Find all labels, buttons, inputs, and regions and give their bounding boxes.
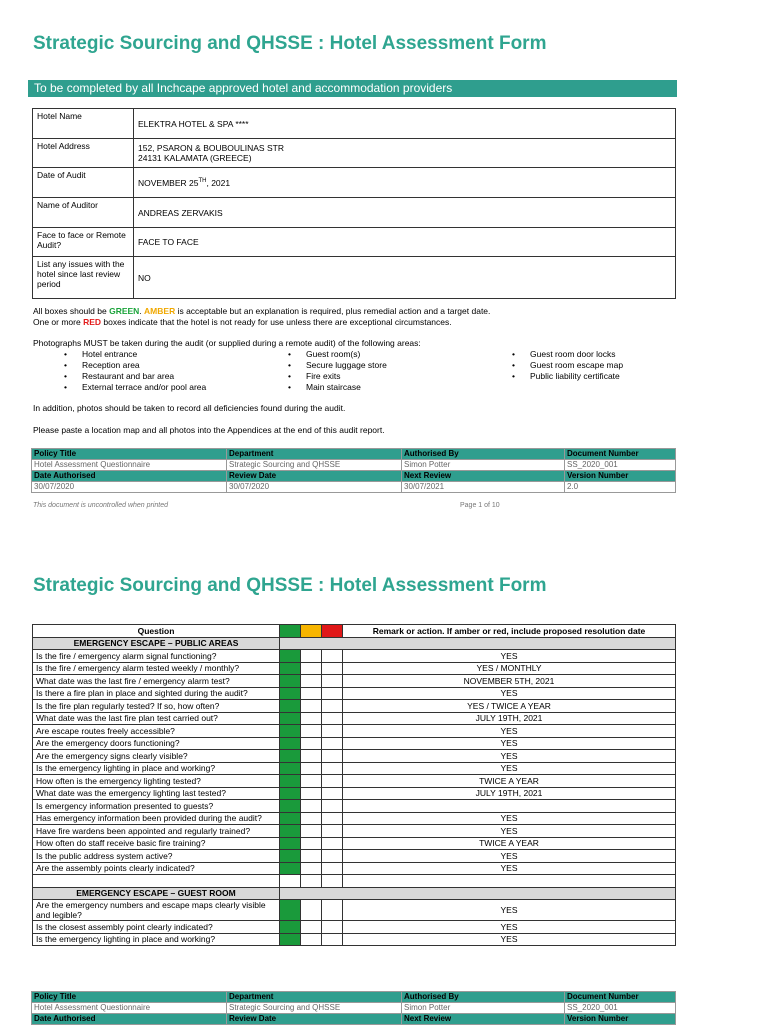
footer-next-review-header: Next Review (402, 1014, 565, 1025)
table-row (33, 750, 676, 763)
answer-text: JULY 19TH, 2021 (343, 712, 676, 725)
green-cell[interactable] (280, 800, 301, 813)
table-row (33, 687, 676, 700)
red-cell[interactable] (322, 737, 343, 750)
footer-department: Strategic Sourcing and QHSSE (227, 1003, 402, 1014)
label-hotel-address: Hotel Address (33, 139, 134, 168)
table-row (33, 812, 676, 825)
green-cell[interactable] (280, 775, 301, 788)
amber-cell[interactable] (301, 837, 322, 850)
red-header (322, 625, 343, 638)
table-row (33, 825, 676, 838)
red-cell[interactable] (322, 662, 343, 675)
green-cell[interactable] (280, 850, 301, 863)
green-cell[interactable] (280, 921, 301, 934)
red-cell[interactable] (322, 825, 343, 838)
footer-version: 2.0 (565, 482, 676, 493)
question-text: Is the emergency lighting in place and working? (33, 762, 280, 775)
red-cell[interactable] (322, 837, 343, 850)
spacer-cell (280, 875, 301, 888)
green-cell[interactable] (280, 662, 301, 675)
value-audit-type: FACE TO FACE (134, 228, 676, 257)
answer-text: JULY 19TH, 2021 (343, 787, 676, 800)
table-row (33, 933, 676, 946)
photos-intro: Photographs MUST be taken during the audit (or supplied during a remote audit) of the following areas: (33, 338, 421, 348)
amber-cell[interactable] (301, 712, 322, 725)
green-cell[interactable] (280, 687, 301, 700)
page-number: Page 1 of 10 (460, 502, 500, 509)
col-remark-header: Remark or action. If amber or red, include proposed resolution date (343, 625, 676, 638)
question-text: Is emergency information presented to guests? (33, 800, 280, 813)
amber-cell[interactable] (301, 687, 322, 700)
question-text: What date was the last fire plan test carried out? (33, 712, 280, 725)
deficiencies-note: In addition, photos should be taken to record all deficiencies found during the audit. (33, 403, 346, 413)
footer-authorised-by-header: Authorised By (402, 992, 565, 1003)
footer-doc-number-header: Document Number (565, 992, 676, 1003)
answer-text: YES (343, 737, 676, 750)
answer-text: YES (343, 933, 676, 946)
table-row (33, 837, 676, 850)
label-audit-type: Face to face or Remote Audit? (33, 228, 134, 257)
red-cell[interactable] (322, 812, 343, 825)
table-row (33, 712, 676, 725)
amber-cell[interactable] (301, 700, 322, 713)
red-cell[interactable] (322, 750, 343, 763)
label-issues: List any issues with the hotel since last review period (33, 257, 134, 299)
amber-cell[interactable] (301, 662, 322, 675)
amber-cell[interactable] (301, 650, 322, 663)
answer-text: YES (343, 825, 676, 838)
footer-date-authorised: 30/07/2020 (32, 482, 227, 493)
question-text: Are the emergency signs clearly visible? (33, 750, 280, 763)
paste-note: Please paste a location map and all photos into the Appendices at the end of this audit report. (33, 425, 385, 435)
question-text: Is the fire / emergency alarm tested weekly / monthly? (33, 662, 280, 675)
footer-version-header: Version Number (565, 471, 676, 482)
photo-list-col2: • Guest room(s) • Secure luggage store • Fire exits • Main staircase (294, 349, 387, 393)
amber-header (301, 625, 322, 638)
footer-version-header: Version Number (565, 1014, 676, 1025)
red-cell[interactable] (322, 775, 343, 788)
answer-text: YES (343, 862, 676, 875)
footer-authorised-by: Simon Potter (402, 460, 565, 471)
red-cell[interactable] (322, 921, 343, 934)
document-control-table-2 (31, 991, 676, 1025)
red-cell[interactable] (322, 933, 343, 946)
footer-next-review-header: Next Review (402, 471, 565, 482)
table-row (33, 700, 676, 713)
green-cell[interactable] (280, 700, 301, 713)
value-date-of-audit: NOVEMBER 25TH, 2021 (134, 168, 676, 198)
uncontrolled-note: This document is uncontrolled when printed (33, 502, 169, 509)
red-cell[interactable] (322, 762, 343, 775)
footer-date-authorised-header: Date Authorised (32, 1014, 227, 1025)
answer-text: YES (343, 762, 676, 775)
section-fill (280, 887, 676, 900)
footer-policy-title: Hotel Assessment Questionnaire (32, 1003, 227, 1014)
green-cell[interactable] (280, 787, 301, 800)
footer-department: Strategic Sourcing and QHSSE (227, 460, 402, 471)
red-cell[interactable] (322, 700, 343, 713)
page-title: Strategic Sourcing and QHSSE : Hotel Assessment Form (33, 33, 547, 54)
page-title-2: Strategic Sourcing and QHSSE : Hotel Assessment Form (33, 575, 547, 596)
red-cell[interactable] (322, 862, 343, 875)
green-cell[interactable] (280, 933, 301, 946)
table-row (33, 775, 676, 788)
answer-text: YES (343, 650, 676, 663)
question-text: Are the assembly points clearly indicated? (33, 862, 280, 875)
amber-cell[interactable] (301, 921, 322, 934)
question-text: Is the fire plan regularly tested? If so, how often? (33, 700, 280, 713)
section-fill (280, 637, 676, 650)
amber-cell[interactable] (301, 850, 322, 863)
red-cell[interactable] (322, 725, 343, 738)
photo-list-col1: • Hotel entrance • Reception area • Restaurant and bar area • External terrace and/or pool area (70, 349, 206, 393)
section-header: EMERGENCY ESCAPE – PUBLIC AREAS (33, 637, 280, 650)
green-cell[interactable] (280, 812, 301, 825)
answer-text: TWICE A YEAR (343, 775, 676, 788)
answer-text: NOVEMBER 5TH, 2021 (343, 675, 676, 688)
green-cell[interactable] (280, 900, 301, 921)
amber-cell[interactable] (301, 775, 322, 788)
banner: To be completed by all Inchcape approved hotel and accommodation providers (28, 80, 677, 97)
footer-authorised-by: Simon Potter (402, 1003, 565, 1014)
amber-cell[interactable] (301, 900, 322, 921)
red-cell[interactable] (322, 650, 343, 663)
footer-authorised-by-header: Authorised By (402, 449, 565, 460)
red-cell[interactable] (322, 687, 343, 700)
green-cell[interactable] (280, 762, 301, 775)
question-text: What date was the last fire / emergency alarm test? (33, 675, 280, 688)
answer-text: YES / MONTHLY (343, 662, 676, 675)
hotel-info-table (32, 108, 676, 299)
amber-cell[interactable] (301, 737, 322, 750)
value-hotel-name: ELEKTRA HOTEL & SPA **** (134, 109, 676, 139)
answer-text: YES (343, 900, 676, 921)
amber-cell[interactable] (301, 825, 322, 838)
value-auditor: ANDREAS ZERVAKIS (134, 198, 676, 228)
green-cell[interactable] (280, 650, 301, 663)
table-row (33, 762, 676, 775)
footer-next-review: 30/07/2021 (402, 482, 565, 493)
footer-doc-number: SS_2020_001 (565, 1003, 676, 1014)
red-cell[interactable] (322, 675, 343, 688)
green-cell[interactable] (280, 737, 301, 750)
footer-department-header: Department (227, 992, 402, 1003)
question-text: Is the emergency lighting in place and working? (33, 933, 280, 946)
footer-review-date-header: Review Date (227, 1014, 402, 1025)
footer-policy-title-header: Policy Title (32, 992, 227, 1003)
answer-text: YES (343, 812, 676, 825)
red-cell[interactable] (322, 787, 343, 800)
footer-doc-number-header: Document Number (565, 449, 676, 460)
green-cell[interactable] (280, 750, 301, 763)
spacer-cell (322, 875, 343, 888)
label-date-of-audit: Date of Audit (33, 168, 134, 198)
answer-text: TWICE A YEAR (343, 837, 676, 850)
question-text: What date was the emergency lighting last tested? (33, 787, 280, 800)
question-text: Has emergency information been provided during the audit? (33, 812, 280, 825)
value-issues: NO (134, 257, 676, 299)
green-cell[interactable] (280, 712, 301, 725)
question-text: Is the public address system active? (33, 850, 280, 863)
label-hotel-name: Hotel Name (33, 109, 134, 139)
amber-cell[interactable] (301, 750, 322, 763)
label-auditor: Name of Auditor (33, 198, 134, 228)
footer-policy-title: Hotel Assessment Questionnaire (32, 460, 227, 471)
document-control-table (31, 448, 676, 493)
question-text: Is the closest assembly point clearly indicated? (33, 921, 280, 934)
amber-cell[interactable] (301, 762, 322, 775)
footer-policy-title-header: Policy Title (32, 449, 227, 460)
footer-doc-number: SS_2020_001 (565, 460, 676, 471)
table-row (33, 662, 676, 675)
question-text: How often do staff receive basic fire training? (33, 837, 280, 850)
question-text: Are escape routes freely accessible? (33, 725, 280, 738)
amber-cell[interactable] (301, 675, 322, 688)
green-cell[interactable] (280, 862, 301, 875)
spacer-row (33, 875, 280, 888)
table-row (33, 800, 676, 813)
green-cell[interactable] (280, 675, 301, 688)
amber-cell[interactable] (301, 725, 322, 738)
amber-cell[interactable] (301, 787, 322, 800)
green-header (280, 625, 301, 638)
green-cell[interactable] (280, 837, 301, 850)
table-row (33, 900, 676, 921)
amber-cell[interactable] (301, 933, 322, 946)
question-text: Are the emergency doors functioning? (33, 737, 280, 750)
question-text: Are the emergency numbers and escape maps clearly visible and legible? (33, 900, 280, 921)
question-text: Have fire wardens been appointed and regularly trained? (33, 825, 280, 838)
amber-cell[interactable] (301, 800, 322, 813)
answer-text: YES (343, 687, 676, 700)
questions-table (32, 624, 676, 946)
table-row (33, 650, 676, 663)
value-hotel-address: 152, PSARON & BOUBOULINAS STR 24131 KALAMATA (GREECE) (134, 139, 676, 168)
instructions-colors: All boxes should be GREEN. AMBER is acceptable but an explanation is required, plus remedial action and a target date. One or more RED boxes indicate that the hotel is not ready for use unless there are exceptional circumstances. (33, 306, 491, 327)
question-text: Is there a fire plan in place and sighted during the audit? (33, 687, 280, 700)
table-row (33, 850, 676, 863)
amber-cell[interactable] (301, 862, 322, 875)
table-row (33, 737, 676, 750)
red-cell[interactable] (322, 900, 343, 921)
red-cell[interactable] (322, 850, 343, 863)
green-cell[interactable] (280, 725, 301, 738)
col-question-header: Question (33, 625, 280, 638)
answer-text: YES (343, 725, 676, 738)
table-row (33, 862, 676, 875)
footer-review-date-header: Review Date (227, 471, 402, 482)
spacer-cell (301, 875, 322, 888)
photo-list-col3: • Guest room door locks • Guest room escape map • Public liability certificate (518, 349, 623, 382)
table-row (33, 725, 676, 738)
question-text: Is the fire / emergency alarm signal functioning? (33, 650, 280, 663)
answer-text (343, 800, 676, 813)
amber-cell[interactable] (301, 812, 322, 825)
footer-date-authorised-header: Date Authorised (32, 471, 227, 482)
footer-review-date: 30/07/2020 (227, 482, 402, 493)
spacer-cell (343, 875, 676, 888)
question-text: How often is the emergency lighting tested? (33, 775, 280, 788)
answer-text: YES / TWICE A YEAR (343, 700, 676, 713)
red-cell[interactable] (322, 800, 343, 813)
table-row (33, 787, 676, 800)
red-cell[interactable] (322, 712, 343, 725)
table-row (33, 921, 676, 934)
green-cell[interactable] (280, 825, 301, 838)
table-row (33, 675, 676, 688)
section-header: EMERGENCY ESCAPE – GUEST ROOM (33, 887, 280, 900)
answer-text: YES (343, 750, 676, 763)
footer-department-header: Department (227, 449, 402, 460)
answer-text: YES (343, 850, 676, 863)
answer-text: YES (343, 921, 676, 934)
